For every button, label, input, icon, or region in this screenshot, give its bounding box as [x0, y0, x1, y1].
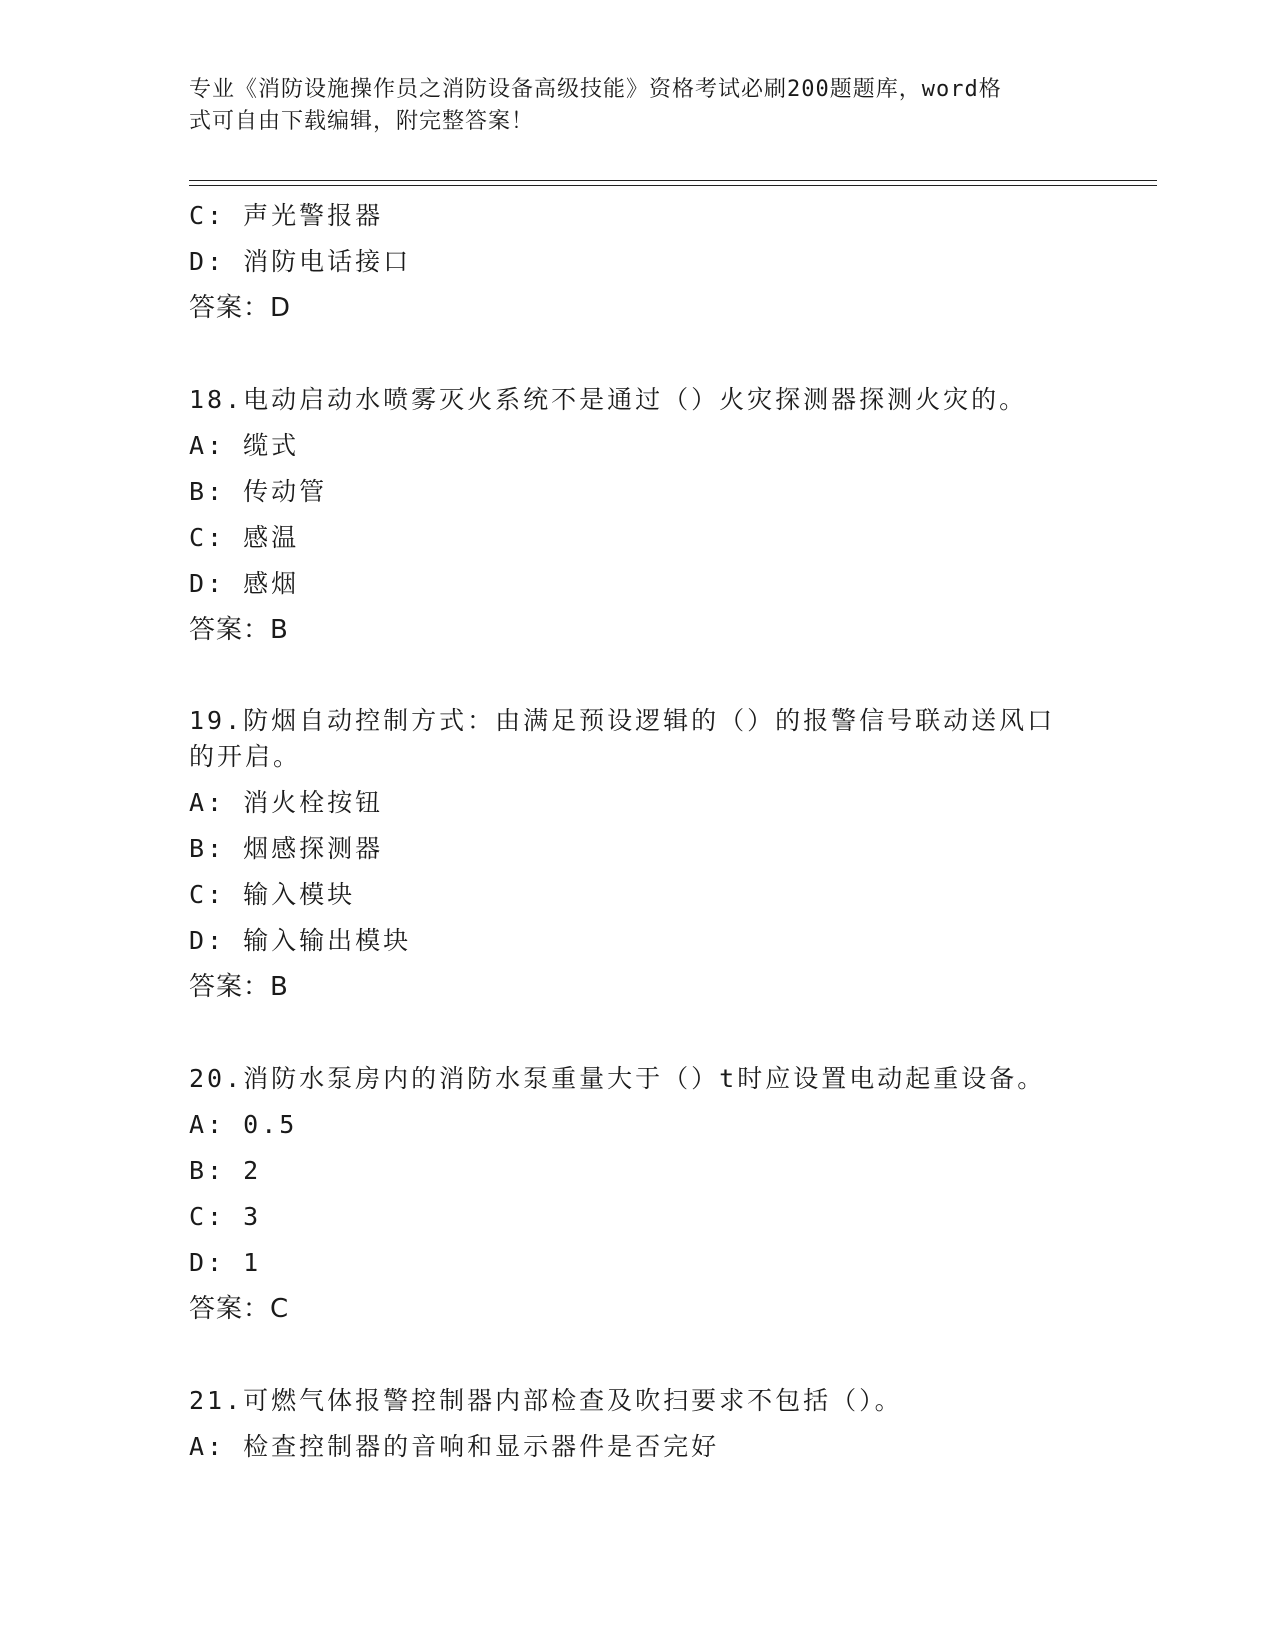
question-stem: [189, 699, 1129, 780]
question-21: [189, 1378, 1129, 1470]
answer-line: 答案：D: [189, 293, 292, 323]
option-line: C: 声光警报器: [189, 201, 384, 230]
option-line: D: 输入输出模块: [189, 926, 412, 955]
header-rule-bottom: [189, 185, 1157, 186]
spacer: [189, 1010, 1129, 1056]
question-stem: 20.消防水泵房内的消防水泵重量大于（）t时应设置电动起重设备。: [189, 1064, 1046, 1093]
option-line: B: 2: [189, 1156, 262, 1185]
option-line: B: 烟感探测器: [189, 834, 384, 863]
document-header: [189, 74, 1089, 138]
answer-line: 答案：B: [189, 615, 289, 645]
option-line: D: 1: [189, 1248, 262, 1277]
spacer: [189, 1332, 1129, 1378]
question-stem-line: 的开启。: [189, 742, 302, 771]
option-line: A: 0.5: [189, 1110, 298, 1139]
option-line: C: 3: [189, 1202, 262, 1231]
question-19: [189, 699, 1129, 1010]
option-line: A: 缆式: [189, 431, 300, 460]
question-18: [189, 377, 1129, 653]
spacer: [189, 331, 1129, 377]
question-stem: 21.可燃气体报警控制器内部检查及吹扫要求不包括（）。: [189, 1386, 903, 1415]
previous-question-tail: [189, 193, 1129, 331]
option-line: A: 消火栓按钮: [189, 788, 384, 817]
option-line: C: 感温: [189, 523, 300, 552]
question-stem: 18.电动启动水喷雾灭火系统不是通过（）火灾探测器探测火灾的。: [189, 385, 1028, 414]
question-content: [189, 193, 1129, 1470]
spacer: [189, 653, 1129, 699]
answer-line: 答案：C: [189, 1294, 290, 1324]
header-line-1: 专业《消防设施操作员之消防设备高级技能》资格考试必刷200题题库，word格: [189, 77, 1002, 102]
question-20: [189, 1056, 1129, 1332]
option-line: A: 检查控制器的音响和显示器件是否完好: [189, 1432, 720, 1461]
option-line: C: 输入模块: [189, 880, 356, 909]
header-rule-top: [189, 180, 1157, 181]
header-line-2: 式可自由下载编辑，附完整答案！: [189, 109, 535, 134]
option-line: D: 消防电话接口: [189, 247, 412, 276]
question-stem-line: 19.防烟自动控制方式：由满足预设逻辑的（）的报警信号联动送风口: [189, 706, 1056, 735]
option-line: B: 传动管: [189, 477, 328, 506]
option-line: D: 感烟: [189, 569, 300, 598]
answer-line: 答案：B: [189, 972, 289, 1002]
